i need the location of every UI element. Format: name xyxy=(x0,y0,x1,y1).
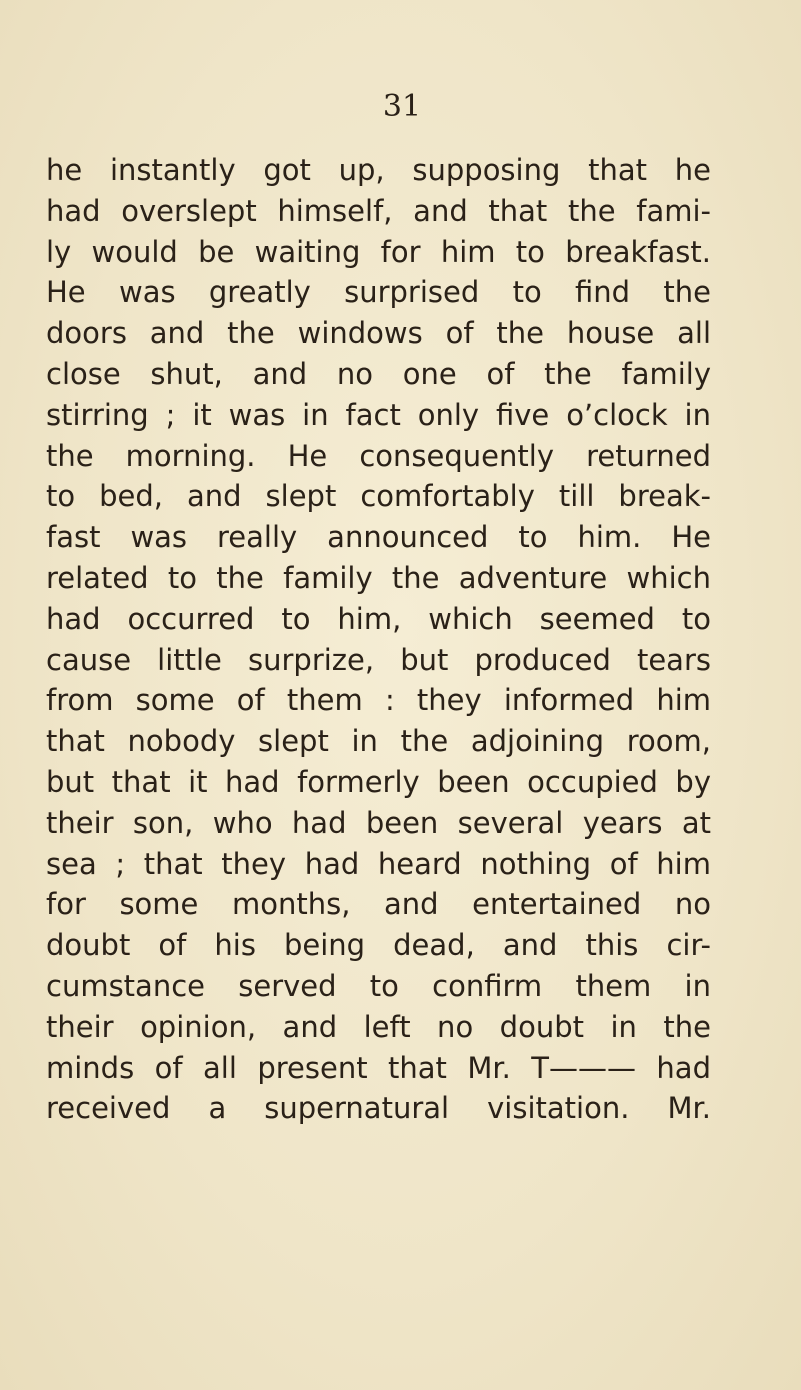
page-number: 31 xyxy=(382,89,422,124)
text-line: for some months, and entertained no xyxy=(46,887,711,922)
text-line: he instantly got up, supposing that he xyxy=(46,153,711,187)
text-line: close shut, and no one of the family xyxy=(46,356,711,391)
text-line: cumstance served to confirm them in xyxy=(46,968,711,1003)
text-line: ly would be waiting for him to breakfast. xyxy=(46,234,711,269)
text-line: that nobody slept in the adjoining room, xyxy=(46,724,711,759)
text-line: cause little surprize, but produced tears xyxy=(46,642,711,677)
text-line: sea ; that they had heard nothing of him xyxy=(46,846,711,881)
text-line: fast was really announced to him. He xyxy=(46,520,711,555)
text-line: doubt of his being dead, and this cir- xyxy=(46,928,711,963)
text-line: the morning. He consequently returned xyxy=(46,438,711,473)
text-line: stirring ; it was in fact only five o’clock in xyxy=(46,397,711,432)
text-line: related to the family the adventure which xyxy=(46,560,711,595)
text-line: had occurred to him, which seemed to xyxy=(46,601,711,636)
text-line: minds of all present that Mr. T——— had xyxy=(46,1050,711,1085)
text-line: received a supernatural visitation. Mr. xyxy=(46,1091,711,1126)
text-line: to bed, and slept comfortably till break- xyxy=(46,479,711,514)
text-line: but that it had formerly been occupied by xyxy=(46,764,711,799)
text-line: had overslept himself, and that the fami- xyxy=(46,193,711,228)
text-line: their opinion, and left no doubt in the xyxy=(46,1009,711,1044)
text-line: their son, who had been several years at xyxy=(46,805,711,840)
text-line: doors and the windows of the house all xyxy=(46,316,711,351)
body-text xyxy=(46,150,711,1129)
text-line: from some of them : they informed him xyxy=(46,683,711,718)
text-line: He was greatly surprised to find the xyxy=(46,275,711,310)
